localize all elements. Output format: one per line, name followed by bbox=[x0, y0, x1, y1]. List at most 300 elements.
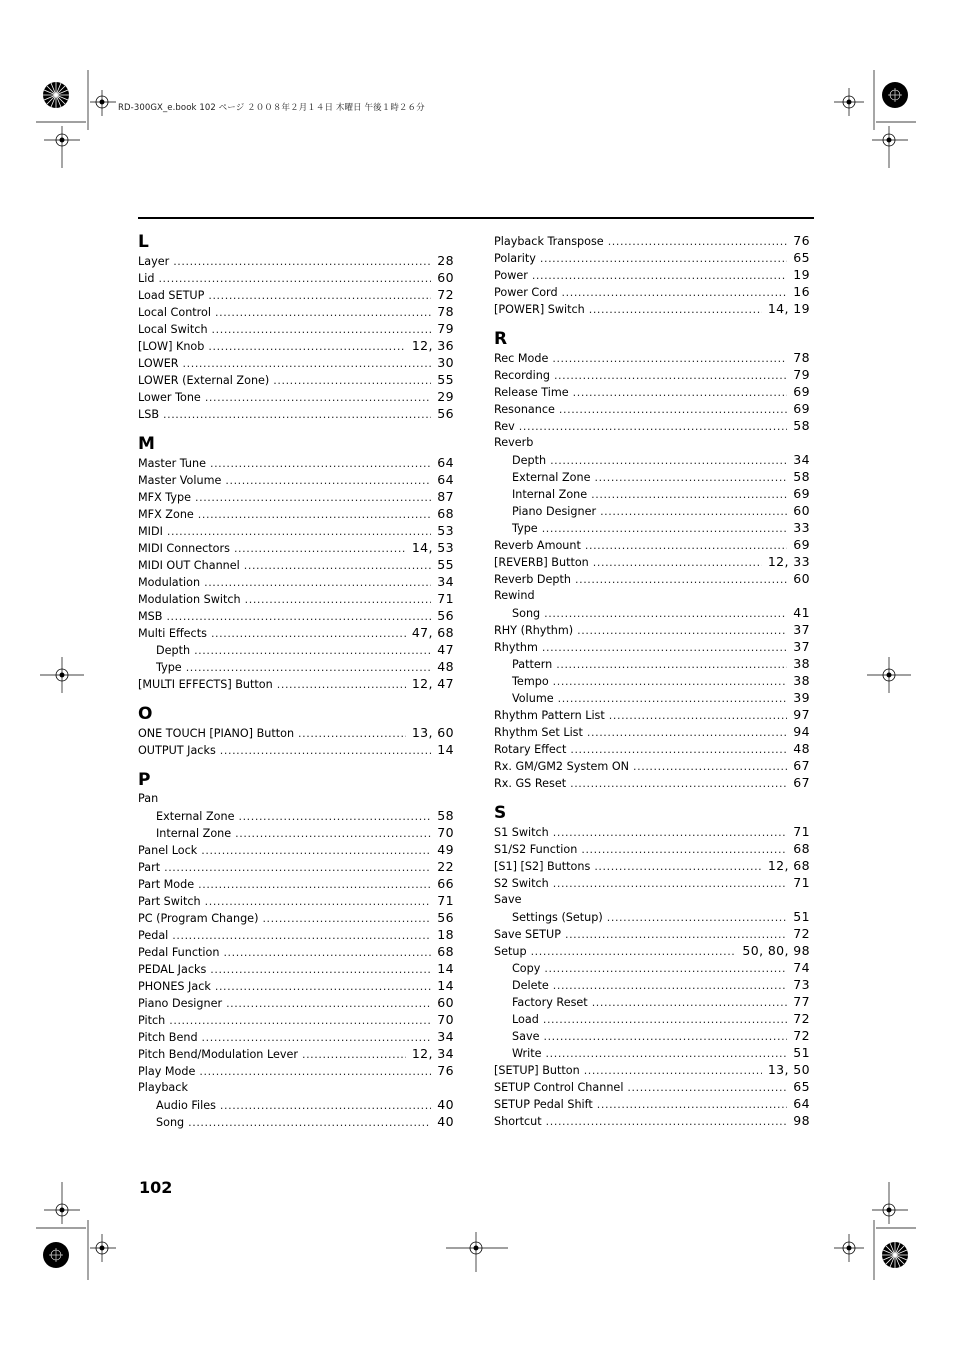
index-entry bbox=[138, 354, 454, 371]
index-term: Pitch Bend/Modulation Lever bbox=[138, 1048, 298, 1061]
index-term: Delete bbox=[512, 979, 549, 992]
dot-leader bbox=[552, 350, 787, 367]
index-page-ref: 74 bbox=[793, 960, 810, 975]
dot-leader bbox=[553, 673, 788, 690]
index-entry bbox=[494, 874, 810, 891]
index-term: Piano Designer bbox=[512, 505, 597, 518]
index-page-ref: 49 bbox=[437, 842, 454, 857]
index-term: Type bbox=[156, 661, 182, 674]
index-term: Volume bbox=[512, 692, 554, 705]
index-page-ref: 69 bbox=[793, 537, 810, 552]
index-page-ref: 48 bbox=[793, 741, 810, 756]
index-page-ref: 69 bbox=[793, 384, 810, 399]
index-entry bbox=[494, 417, 810, 434]
index-entry bbox=[138, 573, 454, 590]
index-entry bbox=[494, 451, 810, 468]
index-term: Tempo bbox=[512, 675, 549, 688]
index-page-ref: 14 bbox=[437, 978, 454, 993]
index-entry bbox=[138, 1062, 454, 1079]
index-page-ref: 64 bbox=[793, 1096, 810, 1111]
index-entry bbox=[494, 857, 810, 874]
index-term: Save bbox=[494, 893, 522, 906]
index-term: Layer bbox=[138, 255, 170, 268]
index-term: Load bbox=[512, 1013, 539, 1026]
dot-leader bbox=[195, 489, 431, 506]
index-term: Rewind bbox=[494, 589, 535, 602]
dot-leader bbox=[205, 893, 432, 910]
index-page-ref: 41 bbox=[793, 605, 810, 620]
index-entry bbox=[494, 925, 810, 942]
index-term: Rhythm Set List bbox=[494, 726, 583, 739]
index-entry bbox=[138, 1045, 454, 1062]
index-entry bbox=[494, 400, 810, 417]
index-term: Part Mode bbox=[138, 878, 195, 891]
index-term: Rx. GM/GM2 System ON bbox=[494, 760, 630, 773]
section-letter: S bbox=[494, 803, 507, 823]
index-entry bbox=[494, 1112, 810, 1129]
dot-leader bbox=[235, 825, 431, 842]
index-page-ref: 14, 53 bbox=[411, 540, 454, 555]
index-page-ref: 22 bbox=[437, 859, 454, 874]
index-page-ref: 58 bbox=[437, 808, 454, 823]
index-page-ref: 76 bbox=[437, 1063, 454, 1078]
index-page-ref: 64 bbox=[437, 472, 454, 487]
dot-leader bbox=[600, 503, 787, 520]
index-term: Write bbox=[512, 1047, 542, 1060]
dot-leader bbox=[542, 639, 787, 656]
registration-mark-bottom-left bbox=[36, 1180, 126, 1280]
registration-mark-bottom-center bbox=[446, 1230, 510, 1274]
index-entry bbox=[138, 841, 454, 858]
index-entry bbox=[138, 539, 454, 556]
index-term: Release Time bbox=[494, 386, 569, 399]
dot-leader bbox=[220, 1097, 431, 1114]
index-entry bbox=[494, 740, 810, 757]
dot-leader bbox=[166, 608, 431, 625]
index-page-ref: 66 bbox=[437, 876, 454, 891]
index-page-ref: 68 bbox=[437, 944, 454, 959]
index-page-ref: 51 bbox=[793, 909, 810, 924]
index-column-left bbox=[138, 232, 454, 1130]
index-entry bbox=[494, 1044, 810, 1061]
index-term: Depth bbox=[512, 454, 547, 467]
index-page-ref: 16 bbox=[793, 284, 810, 299]
index-page-ref: 71 bbox=[793, 824, 810, 839]
dot-leader bbox=[607, 909, 788, 926]
section-letter: L bbox=[138, 232, 149, 252]
index-entry bbox=[138, 405, 454, 422]
index-page-ref: 56 bbox=[437, 406, 454, 421]
index-entry bbox=[138, 824, 454, 841]
index-term: Load SETUP bbox=[138, 289, 205, 302]
index-term: Master Tune bbox=[138, 457, 206, 470]
dot-leader bbox=[198, 876, 431, 893]
index-term: [S1] [S2] Buttons bbox=[494, 860, 591, 873]
dot-leader bbox=[542, 520, 788, 537]
index-term: PHONES Jack bbox=[138, 980, 211, 993]
index-term: ONE TOUCH [PIANO] Button bbox=[138, 727, 295, 740]
index-entry bbox=[138, 790, 454, 807]
index-entry bbox=[138, 471, 454, 488]
dot-leader bbox=[562, 284, 788, 301]
index-term: Pedal Function bbox=[138, 946, 220, 959]
index-entry bbox=[494, 383, 810, 400]
index-page-ref: 70 bbox=[437, 1012, 454, 1027]
index-term: S2 Switch bbox=[494, 877, 549, 890]
index-page-ref: 13, 60 bbox=[411, 725, 454, 740]
index-entry bbox=[494, 553, 810, 570]
dot-leader bbox=[543, 1028, 787, 1045]
index-entry bbox=[138, 488, 454, 505]
index-term: Rhythm bbox=[494, 641, 538, 654]
dot-leader bbox=[188, 1114, 431, 1131]
dot-leader bbox=[553, 977, 788, 994]
dot-leader bbox=[186, 659, 432, 676]
index-entry bbox=[494, 959, 810, 976]
dot-leader bbox=[205, 389, 431, 406]
registration-mark-right-middle bbox=[867, 655, 911, 695]
index-term: PC (Program Change) bbox=[138, 912, 259, 925]
index-page-ref: 69 bbox=[793, 401, 810, 416]
index-entry bbox=[494, 942, 810, 959]
index-entry bbox=[494, 283, 810, 300]
section-letter: P bbox=[138, 770, 151, 790]
index-entry bbox=[138, 286, 454, 303]
index-page-ref: 56 bbox=[437, 608, 454, 623]
index-page-ref: 48 bbox=[437, 659, 454, 674]
index-entry bbox=[494, 1061, 810, 1078]
index-term: LOWER (External Zone) bbox=[138, 374, 270, 387]
index-entry bbox=[494, 621, 810, 638]
index-page-ref: 60 bbox=[793, 571, 810, 586]
index-term: Master Volume bbox=[138, 474, 222, 487]
index-term: LSB bbox=[138, 408, 160, 421]
index-entry bbox=[138, 320, 454, 337]
index-entry bbox=[138, 371, 454, 388]
index-page-ref: 28 bbox=[437, 253, 454, 268]
section-letter: O bbox=[138, 704, 153, 724]
index-term: Local Control bbox=[138, 306, 211, 319]
dot-leader bbox=[559, 401, 787, 418]
index-entry bbox=[494, 1010, 810, 1027]
index-term: MSB bbox=[138, 610, 163, 623]
index-page-ref: 65 bbox=[793, 1079, 810, 1094]
index-page-ref: 29 bbox=[437, 389, 454, 404]
index-entry bbox=[494, 723, 810, 740]
index-entry bbox=[138, 1028, 454, 1045]
index-entry bbox=[494, 485, 810, 502]
index-page-ref: 50, 80, 98 bbox=[742, 943, 810, 958]
index-page-ref: 55 bbox=[437, 372, 454, 387]
index-page-ref: 71 bbox=[793, 875, 810, 890]
index-page-ref: 47 bbox=[437, 642, 454, 657]
index-entry bbox=[138, 641, 454, 658]
index-term: Play Mode bbox=[138, 1065, 196, 1078]
index-term: Rhythm Pattern List bbox=[494, 709, 605, 722]
index-term: Rev bbox=[494, 420, 515, 433]
index-entry bbox=[494, 976, 810, 993]
index-page-ref: 73 bbox=[793, 977, 810, 992]
dot-leader bbox=[585, 537, 787, 554]
index-entry bbox=[138, 303, 454, 320]
dot-leader bbox=[550, 452, 787, 469]
index-term: SETUP Control Channel bbox=[494, 1081, 624, 1094]
index-term: Factory Reset bbox=[512, 996, 588, 1009]
index-term: S1/S2 Function bbox=[494, 843, 578, 856]
dot-leader bbox=[208, 287, 431, 304]
index-entry bbox=[494, 891, 810, 908]
index-page-ref: 53 bbox=[437, 523, 454, 538]
dot-leader bbox=[208, 338, 405, 355]
dot-leader bbox=[167, 523, 431, 540]
index-page-ref: 12, 33 bbox=[767, 554, 810, 569]
index-page-ref: 72 bbox=[793, 1028, 810, 1043]
dot-leader bbox=[589, 301, 762, 318]
index-term: Resonance bbox=[494, 403, 555, 416]
index-term: Internal Zone bbox=[156, 827, 232, 840]
index-page-ref: 37 bbox=[793, 639, 810, 654]
index-page-ref: 60 bbox=[793, 503, 810, 518]
index-page-ref: 78 bbox=[793, 350, 810, 365]
index-term: Reverb bbox=[494, 436, 534, 449]
index-entry bbox=[138, 337, 454, 354]
index-term: Recording bbox=[494, 369, 550, 382]
index-term: Power Cord bbox=[494, 286, 558, 299]
index-term: SETUP Pedal Shift bbox=[494, 1098, 593, 1111]
dot-leader bbox=[204, 574, 431, 591]
index-term: Polarity bbox=[494, 252, 536, 265]
index-page-ref: 37 bbox=[793, 622, 810, 637]
dot-leader bbox=[553, 824, 788, 841]
dot-leader bbox=[202, 1029, 432, 1046]
index-page-ref: 34 bbox=[437, 1029, 454, 1044]
index-entry bbox=[494, 993, 810, 1010]
index-page-ref: 33 bbox=[793, 520, 810, 535]
index-entry bbox=[494, 689, 810, 706]
index-entry bbox=[494, 706, 810, 723]
index-entry bbox=[138, 556, 454, 573]
index-entry bbox=[494, 908, 810, 925]
index-page-ref: 87 bbox=[437, 489, 454, 504]
index-term: External Zone bbox=[156, 810, 235, 823]
index-entry bbox=[494, 757, 810, 774]
dot-leader bbox=[172, 927, 431, 944]
index-entry bbox=[494, 519, 810, 536]
index-page-ref: 60 bbox=[437, 270, 454, 285]
index-page-ref: 14 bbox=[437, 742, 454, 757]
index-term: Panel Lock bbox=[138, 844, 198, 857]
dot-leader bbox=[570, 775, 787, 792]
index-page-ref: 51 bbox=[793, 1045, 810, 1060]
dot-leader bbox=[565, 926, 787, 943]
index-page-ref: 67 bbox=[793, 775, 810, 790]
index-page-ref: 34 bbox=[437, 574, 454, 589]
index-entry bbox=[494, 536, 810, 553]
index-entry bbox=[138, 1079, 454, 1096]
index-entry bbox=[138, 960, 454, 977]
index-page-ref: 68 bbox=[437, 506, 454, 521]
dot-leader bbox=[577, 622, 787, 639]
index-entry bbox=[494, 655, 810, 672]
index-term: [SETUP] Button bbox=[494, 1064, 580, 1077]
index-term: Lower Tone bbox=[138, 391, 201, 404]
dot-leader bbox=[245, 591, 432, 608]
index-page-ref: 98 bbox=[793, 1113, 810, 1128]
index-term: Rotary Effect bbox=[494, 743, 567, 756]
index-term: Settings (Setup) bbox=[512, 911, 603, 924]
index-term: Local Switch bbox=[138, 323, 208, 336]
index-entry bbox=[138, 741, 454, 758]
dot-leader bbox=[277, 676, 406, 693]
index-term: [REVERB] Button bbox=[494, 556, 589, 569]
index-page-ref: 14 bbox=[437, 961, 454, 976]
index-entry bbox=[494, 349, 810, 366]
index-page-ref: 67 bbox=[793, 758, 810, 773]
index-term: MIDI OUT Channel bbox=[138, 559, 240, 572]
index-page-ref: 78 bbox=[437, 304, 454, 319]
index-entry bbox=[494, 434, 810, 451]
dot-leader bbox=[540, 250, 787, 267]
top-rule bbox=[138, 217, 814, 219]
dot-leader bbox=[220, 742, 432, 759]
index-entry bbox=[138, 607, 454, 624]
dot-leader bbox=[173, 253, 431, 270]
dot-leader bbox=[591, 486, 787, 503]
dot-leader bbox=[544, 960, 787, 977]
index-page-ref: 18 bbox=[437, 927, 454, 942]
index-entry bbox=[138, 858, 454, 875]
dot-leader bbox=[544, 605, 787, 622]
registration-mark-top-right bbox=[816, 70, 916, 170]
index-entry bbox=[138, 388, 454, 405]
index-page-ref: 72 bbox=[437, 287, 454, 302]
index-term: Rec Mode bbox=[494, 352, 549, 365]
index-entry bbox=[138, 269, 454, 286]
index-page-ref: 69 bbox=[793, 486, 810, 501]
index-page-ref: 60 bbox=[437, 995, 454, 1010]
index-term: Song bbox=[156, 1116, 185, 1129]
index-page-ref: 65 bbox=[793, 250, 810, 265]
section-letter: R bbox=[494, 329, 508, 349]
index-entry bbox=[494, 366, 810, 383]
index-entry bbox=[138, 875, 454, 892]
index-page-ref: 12, 34 bbox=[411, 1046, 454, 1061]
registration-mark-top-left bbox=[36, 70, 126, 170]
index-page-ref: 55 bbox=[437, 557, 454, 572]
index-term: Reverb Depth bbox=[494, 573, 571, 586]
index-entry bbox=[138, 943, 454, 960]
index-term: Song bbox=[512, 607, 541, 620]
registration-mark-bottom-right bbox=[816, 1180, 916, 1280]
index-page-ref: 12, 36 bbox=[411, 338, 454, 353]
index-term: OUTPUT Jacks bbox=[138, 744, 216, 757]
dot-leader bbox=[593, 554, 762, 571]
index-page-ref: 71 bbox=[437, 893, 454, 908]
index-term: Shortcut bbox=[494, 1115, 542, 1128]
section-letter: M bbox=[138, 434, 155, 454]
dot-leader bbox=[587, 724, 787, 741]
index-page-ref: 64 bbox=[437, 455, 454, 470]
index-entry bbox=[494, 604, 810, 621]
dot-leader bbox=[553, 875, 788, 892]
index-entry bbox=[494, 468, 810, 485]
index-term: LOWER bbox=[138, 357, 179, 370]
dot-leader bbox=[194, 642, 431, 659]
index-page-ref: 39 bbox=[793, 690, 810, 705]
index-term: MFX Type bbox=[138, 491, 192, 504]
index-term: [LOW] Knob bbox=[138, 340, 205, 353]
dot-leader bbox=[298, 725, 406, 742]
dot-leader bbox=[163, 406, 431, 423]
index-term: Save SETUP bbox=[494, 928, 561, 941]
index-page-ref: 14, 19 bbox=[767, 301, 810, 316]
index-page-ref: 97 bbox=[793, 707, 810, 722]
dot-leader bbox=[225, 472, 431, 489]
index-term: Pitch bbox=[138, 1014, 166, 1027]
dot-leader bbox=[226, 995, 431, 1012]
index-entry bbox=[494, 232, 810, 249]
index-entry bbox=[138, 624, 454, 641]
index-entry bbox=[138, 658, 454, 675]
dot-leader bbox=[210, 961, 431, 978]
dot-leader bbox=[581, 841, 787, 858]
index-term: Pattern bbox=[512, 658, 553, 671]
index-page-ref: 58 bbox=[793, 418, 810, 433]
index-term: PEDAL Jacks bbox=[138, 963, 207, 976]
index-term: Playback bbox=[138, 1081, 188, 1094]
dot-leader bbox=[532, 267, 787, 284]
index-term: Reverb Amount bbox=[494, 539, 581, 552]
index-term: Modulation Switch bbox=[138, 593, 241, 606]
dot-leader bbox=[223, 944, 431, 961]
index-entry bbox=[494, 823, 810, 840]
dot-leader bbox=[212, 321, 432, 338]
index-entry bbox=[138, 909, 454, 926]
index-page-ref: 13, 50 bbox=[767, 1062, 810, 1077]
index-page-ref: 79 bbox=[437, 321, 454, 336]
dot-leader bbox=[570, 741, 787, 758]
index-term: MIDI Connectors bbox=[138, 542, 230, 555]
index-page-ref: 12, 68 bbox=[767, 858, 810, 873]
index-entry bbox=[138, 454, 454, 471]
index-term: Playback Transpose bbox=[494, 235, 604, 248]
index-entry bbox=[138, 522, 454, 539]
dot-leader bbox=[158, 270, 431, 287]
index-page-ref: 47, 68 bbox=[411, 625, 454, 640]
dot-leader bbox=[556, 656, 787, 673]
index-term: Setup bbox=[494, 945, 527, 958]
dot-leader bbox=[198, 506, 431, 523]
dot-leader bbox=[594, 469, 787, 486]
index-entry bbox=[138, 807, 454, 824]
dot-leader bbox=[594, 858, 762, 875]
index-term: Save bbox=[512, 1030, 540, 1043]
dot-leader bbox=[575, 571, 787, 588]
index-term: Piano Designer bbox=[138, 997, 223, 1010]
index-page-ref: 19 bbox=[793, 267, 810, 282]
index-entry bbox=[138, 590, 454, 607]
index-entry bbox=[138, 994, 454, 1011]
index-page-ref: 38 bbox=[793, 656, 810, 671]
index-term: Copy bbox=[512, 962, 541, 975]
index-entry bbox=[494, 774, 810, 791]
dot-leader bbox=[627, 1079, 787, 1096]
dot-leader bbox=[211, 625, 406, 642]
index-term: MFX Zone bbox=[138, 508, 194, 521]
index-entry bbox=[138, 1011, 454, 1028]
dot-leader bbox=[554, 367, 787, 384]
dot-leader bbox=[244, 557, 432, 574]
